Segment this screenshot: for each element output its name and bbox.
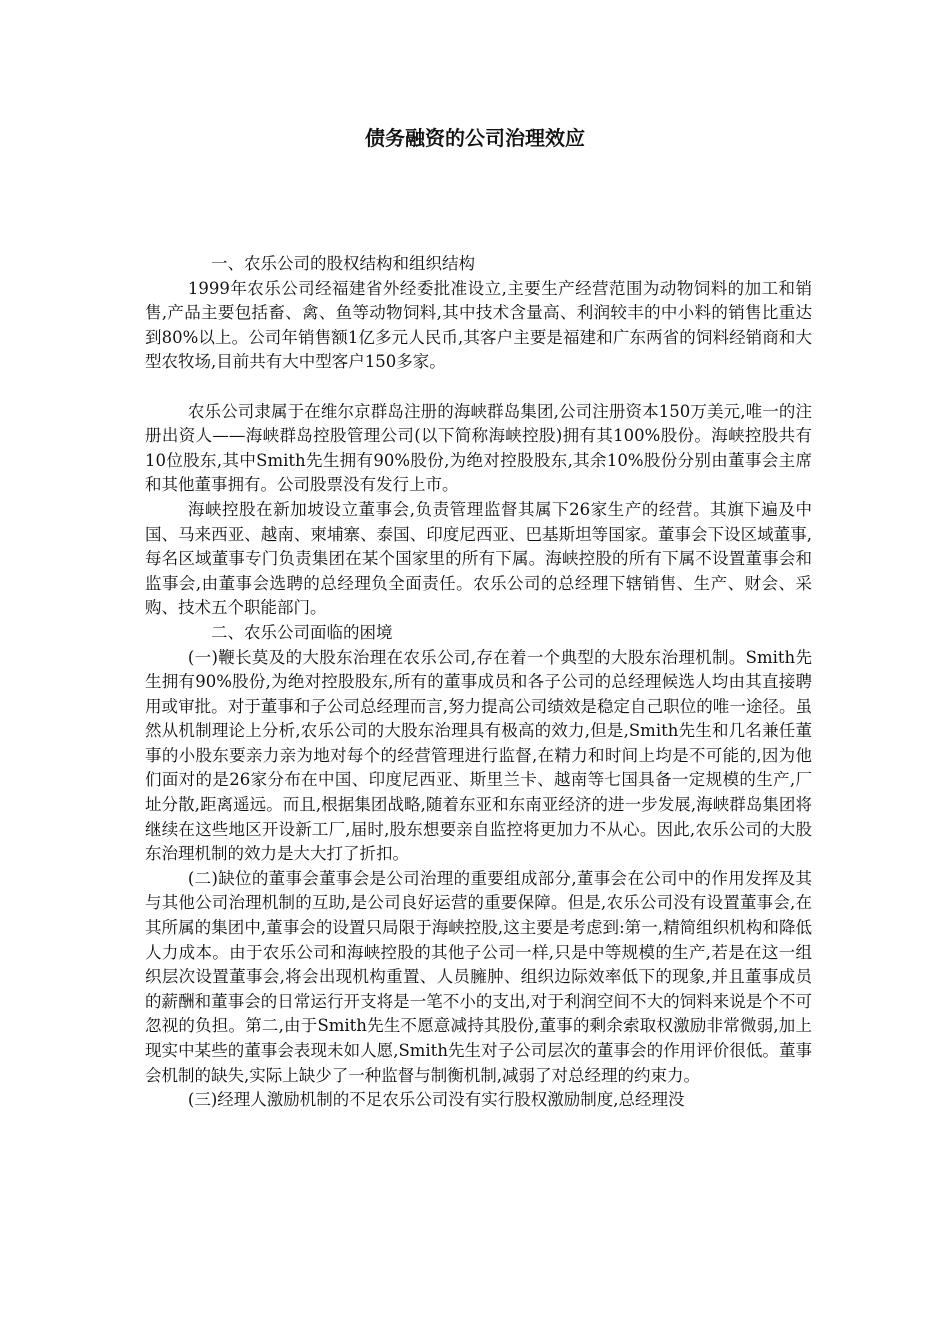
- paragraph-ownership: 农乐公司隶属于在维尔京群岛注册的海峡群岛集团,公司注册资本150万美元,唯一的注册出资人——海峡群岛控股管理公司(以下简称海峡控股)拥有其100%股份。海峡控股共有10位股东,其中Smith先生拥有90%股份,为绝对控股股东,其余10%股份分别由董事会主席和其他董事拥有。公司股票没有发行上市。: [145, 401, 812, 495]
- paragraph-major-shareholder: (一)鞭长莫及的大股东治理在农乐公司,存在着一个典型的大股东治理机制。Smith先生拥有90%股份,为绝对控股股东,所有的董事成员和各子公司的总经理候选人均由其直接聘用或审批。对于董事和子公司总经理而言,努力提高公司绩效是稳定自己职位的唯一途径。虽然从机制理论上分析,农乐公司的大股东治理具有极高的效力,但是,Smith先生和几名兼任董事的小股东要亲力亲为地对每个的经营管理进行监督,在精力和时间上均是不可能的,因为他们面对的是26家分布在中国、印度尼西亚、斯里兰卡、越南等七国具备一定规模的生产,厂址分散,距离遥远。而且,根据集团战略,随着东亚和东南亚经济的进一步发展,海峡群岛集团将继续在这些地区开设新工厂,届时,股东想要亲自监控将更加力不从心。因此,农乐公司的大股东治理机制的效力是大大打了折扣。: [145, 647, 812, 864]
- section-heading-1: 一、农乐公司的股权结构和组织结构: [211, 254, 475, 273]
- paragraph-manager-incentive: (三)经理人激励机制的不足农乐公司没有实行股权激励制度,总经理没: [187, 1090, 685, 1110]
- paragraph-gap: [145, 375, 812, 400]
- paragraph-absent-board: (二)缺位的董事会董事会是公司治理的重要组成部分,董事会在公司中的作用发挥及其与其他公司治理机制的互助,是公司良好运营的重要保障。但是,农乐公司没有设置董事会,在其所属的集团中,董事会的设置只局限于海峡控股,这主要是考虑到:第一,精简组织机构和降低人力成本。由于农乐公司和海峡控股的其他子公司一样,只是中等规模的生产,若是在这一组织层次设置董事会,将会出现机构重置、人员臃肿、组织边际效率低下的现象,并且董事成员的薪酬和董事会的日常运行开支将是一笔不小的支出,对于利润空间不大的饲料来说是个不可忽视的负担。第二,由于Smith先生不愿意减持其股份,董事的剩余索取权激励非常微弱,加上现实中某些的董事会表现未如人愿,Smith先生对子公司层次的董事会的作用评价很低。董事会机制的缺失,实际上缺少了一种监督与制衡机制,减弱了对总经理的约束力。: [145, 868, 812, 1085]
- paragraph-company-intro: 1999年农乐公司经福建省外经委批准设立,主要生产经营范围为动物饲料的加工和销售,产品主要包括畜、禽、鱼等动物饲料,其中技术含量高、利润较丰的中小料的销售比重达到80%以上。公司年销售额1亿多元人民币,其客户主要是福建和广东两省的饲料经销商和大型农牧场,目前共有大中型客户150多家。: [145, 278, 812, 372]
- document-body: [145, 252, 812, 1113]
- paragraph-board-structure: 海峡控股在新加坡设立董事会,负责管理监督其属下26家生产的经营。其旗下遍及中国、马来西亚、越南、柬埔寨、泰国、印度尼西亚、巴基斯坦等国家。董事会下设区域董事,每名区域董事专门负责集团在某个国家里的所有下属。海峡控股的所有下属不设置董事会和监事会,由董事会选聘的总经理负全面责任。农乐公司的总经理下辖销售、生产、财会、采购、技术五个职能部门。: [145, 499, 812, 618]
- section-heading-2: 二、农乐公司面临的困境: [211, 622, 393, 642]
- document-title: 债务融资的公司治理效应: [365, 126, 585, 150]
